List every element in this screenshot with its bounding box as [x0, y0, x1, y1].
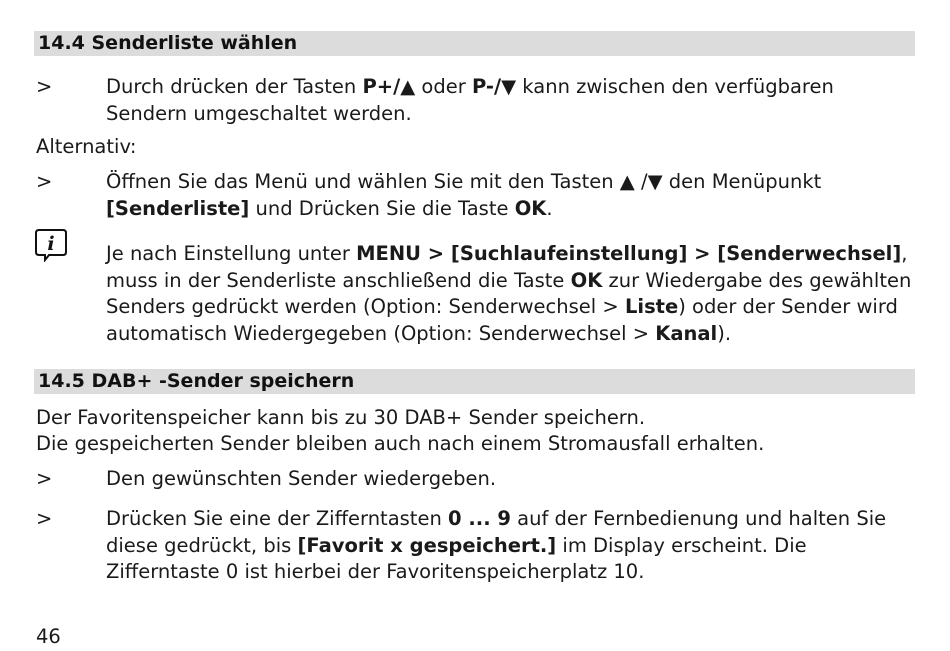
- display-message: [Favorit x gespeichert.]: [297, 533, 557, 557]
- text-run: oder: [415, 75, 472, 98]
- text-run: Je nach Einstellung unter: [106, 242, 357, 265]
- bullet: >: [36, 507, 53, 530]
- menu-path: MENU > [Suchlaufeinstellung] > [Senderwechsel]: [356, 242, 902, 265]
- list-item: [36, 506, 916, 586]
- list-item-text: [106, 169, 916, 222]
- key-label: OK: [570, 268, 603, 292]
- text-run: kann zwischen den verfügbaren Sendern umgeschaltet werden.: [106, 75, 834, 125]
- info-note-text: [106, 241, 916, 347]
- text-run: auf der Fernbedienung und halten Sie diese gedrückt, bis: [106, 507, 887, 557]
- section-heading-14-4: 14.4 Senderliste wählen: [34, 31, 915, 56]
- page-number: 46: [36, 625, 61, 648]
- info-note: [36, 241, 916, 347]
- intro-text: Der Favoritenspeicher kann bis zu 30 DAB+ Sender speichern.: [36, 406, 646, 429]
- key-label: 0 ... 9: [448, 507, 511, 530]
- list-item-text: [106, 74, 916, 127]
- list-item: [36, 466, 916, 493]
- text-run: Durch drücken der Tasten: [106, 75, 363, 98]
- intro-text: Die gespeicherten Sender bleiben auch nach einem Stromausfall erhalten.: [36, 432, 765, 455]
- key-label: OK: [514, 196, 547, 220]
- list-item: [36, 169, 916, 222]
- list-item-text: [106, 506, 916, 586]
- text-run: .: [546, 196, 553, 220]
- text-run: ) oder der Sender wird automatisch Wiedergegeben (Option: Senderwechsel >: [106, 295, 898, 345]
- text-run: Öffnen Sie das Menü und wählen Sie mit den Tasten ▲ /▼ den Menüpunkt: [106, 170, 822, 193]
- bullet: >: [36, 170, 53, 193]
- bullet: >: [36, 75, 53, 98]
- option-label: Kanal: [655, 321, 718, 345]
- alternativ-label: Alternativ:: [36, 135, 137, 158]
- list-item: [36, 74, 916, 127]
- text-run: und Drücken Sie die Taste: [249, 196, 515, 220]
- svg-text:i: i: [47, 233, 55, 255]
- text-run: zur Wiedergabe des gewählten Senders gedrückt werden (Option: Senderwechsel >: [106, 268, 912, 318]
- key-label: P-/▼: [471, 75, 517, 98]
- bullet: >: [36, 467, 53, 490]
- text-run: Drücken Sie eine der Zifferntasten: [106, 507, 449, 530]
- key-label: P+/▲: [362, 75, 416, 98]
- menu-label: [Senderliste]: [106, 196, 250, 220]
- list-item-text: Den gewünschten Sender wiedergeben.: [106, 467, 497, 490]
- text-run: , muss in der Senderliste anschließend die Taste: [106, 242, 908, 292]
- section-heading-14-5: 14.5 DAB+ -Sender speichern: [34, 369, 915, 394]
- option-label: Liste: [624, 295, 679, 318]
- text-run: im Display erscheint. Die Zifferntaste 0 ist hierbei der Favoritenspeicherplatz 10.: [106, 533, 807, 583]
- text-run: ).: [717, 321, 732, 345]
